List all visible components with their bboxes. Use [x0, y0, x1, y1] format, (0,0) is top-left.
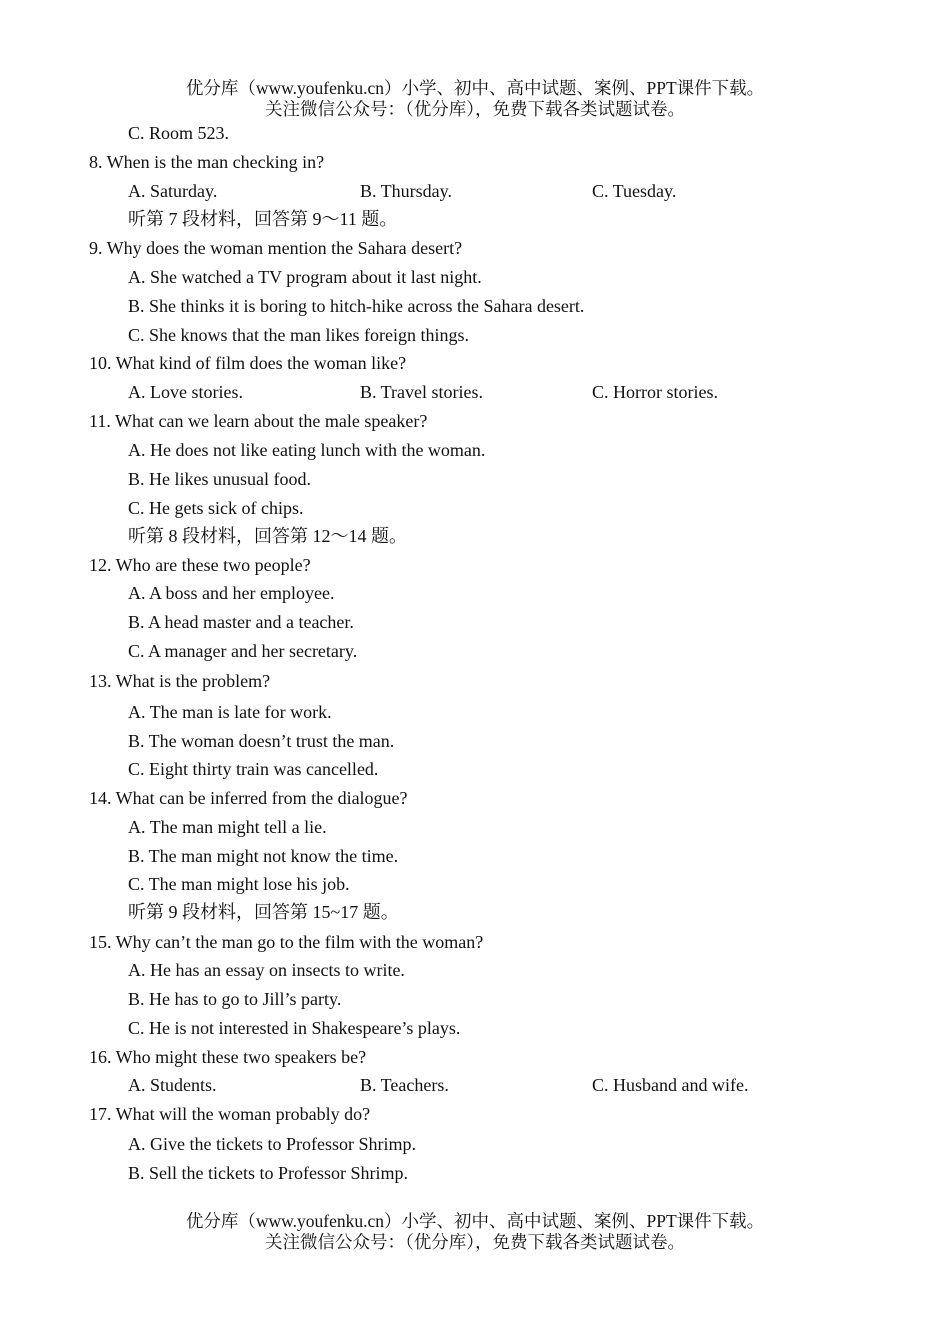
section-instruction-8: 听第 8 段材料，回答第 12～14 题。 [128, 526, 407, 546]
question-12: 12. Who are these two people? [89, 555, 311, 575]
footer-line-1: 优分库（www.youfenku.cn）小学、初中、高中试题、案例、PPT课件下载。 [185, 1211, 765, 1231]
option-a-q11: A. He does not like eating lunch with the woman. [128, 440, 486, 460]
option-c-q7: C. Room 523. [128, 123, 230, 143]
option-b-q10: B. Travel stories. [360, 382, 484, 402]
option-b-q8: B. Thursday. [360, 181, 452, 201]
option-a-q14: A. The man might tell a lie. [128, 817, 327, 837]
option-a-q17: A. Give the tickets to Professor Shrimp. [128, 1134, 416, 1154]
question-11: 11. What can we learn about the male speaker? [89, 411, 428, 431]
question-10: 10. What kind of film does the woman like? [89, 353, 407, 373]
question-9: 9. Why does the woman mention the Sahara desert? [89, 238, 463, 258]
option-b-q9: B. She thinks it is boring to hitch-hike across the Sahara desert. [128, 296, 585, 316]
option-a-q15: A. He has an essay on insects to write. [128, 960, 405, 980]
option-c-q11: C. He gets sick of chips. [128, 498, 304, 518]
option-b-q14: B. The man might not know the time. [128, 846, 399, 866]
option-a-q8: A. Saturday. [128, 181, 218, 201]
question-16: 16. Who might these two speakers be? [89, 1047, 367, 1067]
option-b-q13: B. The woman doesn’t trust the man. [128, 731, 395, 751]
option-c-q8: C. Tuesday. [592, 181, 677, 201]
footer-line-2: 关注微信公众号：（优分库），免费下载各类试题试卷。 [265, 1232, 685, 1252]
header-line-1: 优分库（www.youfenku.cn）小学、初中、高中试题、案例、PPT课件下载。 [185, 78, 765, 98]
option-a-q12: A. A boss and her employee. [128, 583, 335, 603]
question-17: 17. What will the woman probably do? [89, 1104, 371, 1124]
option-a-q16: A. Students. [128, 1075, 217, 1095]
header-line-2: 关注微信公众号：（优分库），免费下载各类试题试卷。 [265, 99, 685, 119]
question-14: 14. What can be inferred from the dialogue? [89, 788, 408, 808]
section-instruction-7: 听第 7 段材料，回答第 9～11 题。 [128, 209, 398, 229]
question-8: 8. When is the man checking in? [89, 152, 325, 172]
option-a-q9: A. She watched a TV program about it last night. [128, 267, 482, 287]
option-c-q12: C. A manager and her secretary. [128, 641, 358, 661]
option-c-q9: C. She knows that the man likes foreign things. [128, 325, 469, 345]
option-b-q12: B. A head master and a teacher. [128, 612, 354, 632]
question-15: 15. Why can’t the man go to the film with the woman? [89, 932, 484, 952]
option-a-q13: A. The man is late for work. [128, 702, 332, 722]
option-b-q17: B. Sell the tickets to Professor Shrimp. [128, 1163, 408, 1183]
section-instruction-9: 听第 9 段材料，回答第 15~17 题。 [128, 902, 399, 922]
option-b-q16: B. Teachers. [360, 1075, 449, 1095]
option-b-q15: B. He has to go to Jill’s party. [128, 989, 342, 1009]
option-c-q13: C. Eight thirty train was cancelled. [128, 759, 379, 779]
question-13: 13. What is the problem? [89, 671, 271, 691]
option-c-q15: C. He is not interested in Shakespeare’s plays. [128, 1018, 461, 1038]
page-footer [0, 1211, 950, 1253]
option-a-q10: A. Love stories. [128, 382, 243, 402]
option-c-q16: C. Husband and wife. [592, 1075, 749, 1095]
option-b-q11: B. He likes unusual food. [128, 469, 311, 489]
option-c-q10: C. Horror stories. [592, 382, 718, 402]
option-c-q14: C. The man might lose his job. [128, 874, 350, 894]
